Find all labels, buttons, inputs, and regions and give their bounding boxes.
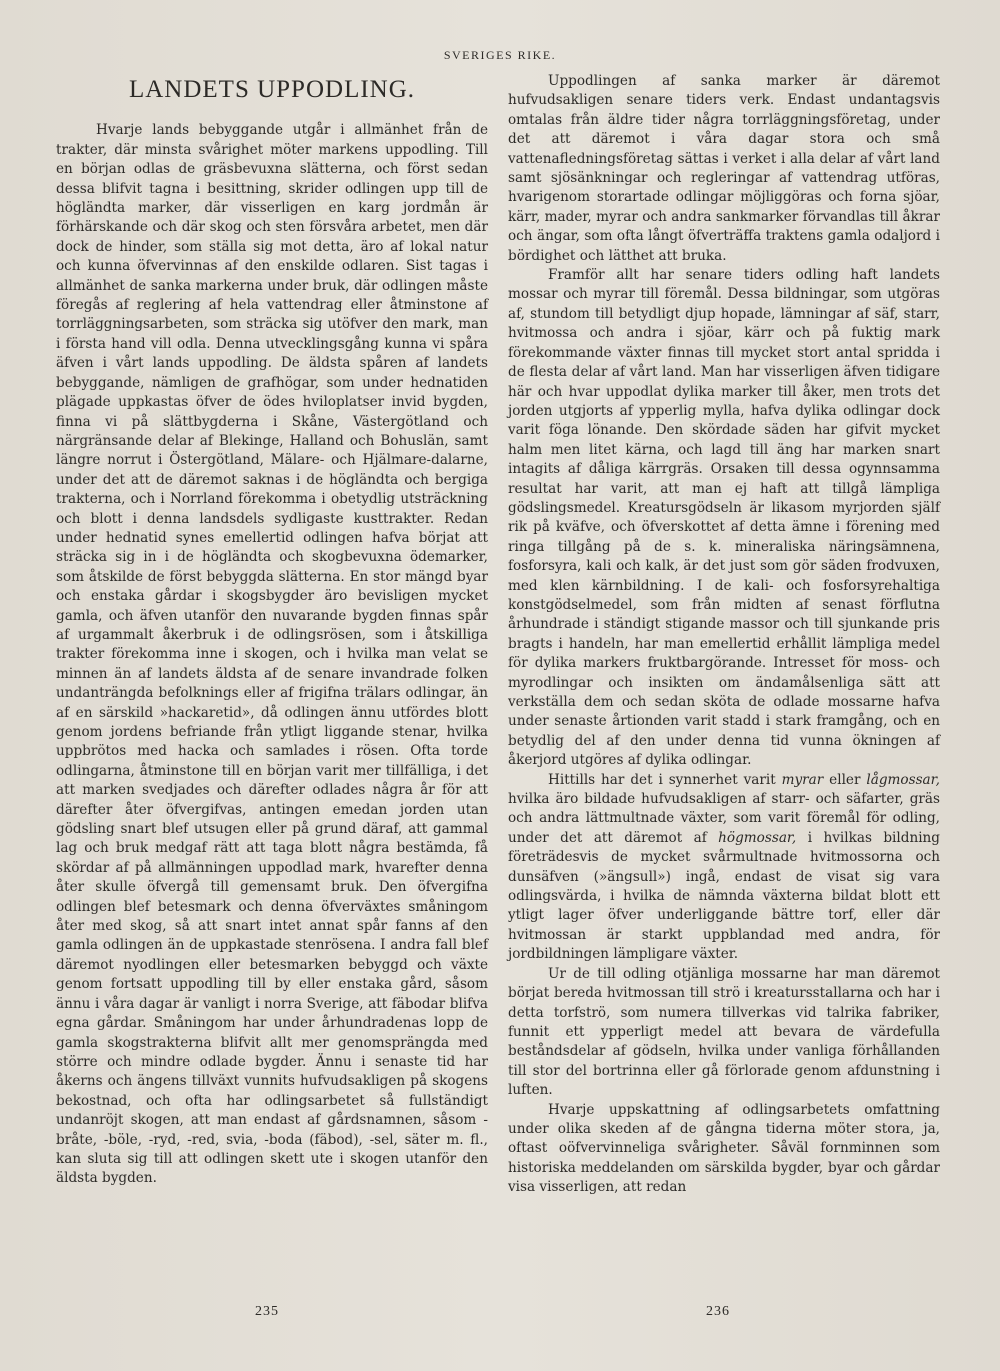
- paragraph: [508, 771, 940, 965]
- page-number-left: 235: [255, 1304, 279, 1319]
- text-span: eller: [823, 771, 867, 788]
- text-span: Hittills har det i synnerhet varit: [548, 771, 782, 788]
- italic-term: myrar: [781, 771, 824, 788]
- section-title: LANDETS UPPODLING.: [128, 76, 416, 103]
- paragraph: Hvarje uppskattning af odlingsarbetets omfattning under olika skeden af de gångna tiderna möter stora, ja, oftast oöfvervinneliga svårigheter. Såväl fornminnen som historiska meddelanden om särskilda bygder, byar och gårdar visa visserligen, att redan: [508, 1101, 940, 1196]
- right-column: [508, 72, 940, 1198]
- page-number-right: 236: [706, 1304, 730, 1319]
- paragraph: Uppodlingen af sanka marker är däremot hufvudsakligen senare tiders verk. Endast undantagsvis omtalas från äldre tider några torrläggningsföretag, under det att däremot i våra dagar stora och små vattenafledningsföretag sättas i verket i alla delar af vårt land samt sjösänkningar och regleringar af vattendrag utföras, hvarigenom storartade odlingar möjliggöras och forna sjöar, kärr, mader, myrar och andra sankmarker förvandlas till åkrar och ängar, som ofta långt öfverträffa traktens gamla odaljord i bördighet och lätthet att bruka.: [508, 73, 940, 264]
- italic-term: högmossar,: [718, 829, 797, 846]
- paragraph: Ur de till odling otjänliga mossarne har man däremot börjat bereda hvitmossan till strö i kreatursstallarna och har i detta torfströ, som numera tillverkas vid talrika fabriker, funnit ett ypperligt medel att bevara de värdefulla beståndsdelar af gödseln, hvilka under vanliga förhållanden till stor del bortrinna eller gå förlorade genom afdunstning i luften.: [508, 965, 940, 1099]
- running-header: SVERIGES RIKE.: [443, 48, 557, 62]
- italic-term: lågmossar,: [866, 771, 940, 788]
- left-column: [56, 72, 488, 1189]
- paragraph: Framför allt har senare tiders odling haft landets mossar och myrar till föremål. Dessa bildningar, som utgöras af, stundom till betydligt djup hopade, lämningar af säf, starr, hvitmossa och andra i sjöar, kärr och på fuktig mark förekommande växter finnas till mycket stort antal spridda i de flesta delar af vårt land. Man har visserligen äfven tidigare här och hvar uppodlat dylika marker till åker, men trots det jorden utgjorts af ypperlig mylla, hafva dylika odlingar dock varit föga lönande. Den skördade säden har gifvit mycket halm men litet kärna, och lagd till äng har marken snart intagits af dåliga kärrgräs. Orsaken till dessa ogynnsamma resultat har varit, att man ej haft att tillgå lämpliga gödslingsmedel. Kreatursgödseln är likasom myrjorden själf rik på kväfve, och öfverskottet af detta ämne i förening med ringa tillgång på de s. k. mineraliska näringsämnena, fosforsyra, kali och kalk, är det just som gör säden frodvuxen, med klen kärnbildning. I de kali- och fosforsyrehaltiga konstgödselmedel, som från midten af senast förflutna århundrade i ständigt stigande massor och till sjunkande pris bragts i handeln, har man emellertid erhållit lämpliga medel för dylika markers fruktbargörande. Intresset för moss- och myrodlingar och insikten om ändamålsenliga sätt att verkställa dem och sedan sköta de odlade mossarne hafva under senaste årtionden varit stadd i stark framgång, och en betydlig del af den under denna tid vunna ökningen af åkerjord utgöres af dylika odlingar.: [508, 267, 940, 769]
- text-span: i hvilkas bildning företrädesvis de mycket svårmultnade hvitmossorna och dunsäfven (»ängsull») ingå, endast de visat sig vara odlingsvärda, i hvilka de nämnda växterna bildat blott ett ytligt lager öfver underliggande bättre torf, eller där hvitmossan är starkt uppblandad med andra, för jordbildningen lämpligare växter.: [508, 829, 940, 963]
- text-span: hvilka äro bildade hufvudsakligen af starr- och säfarter, gräs och andra lättmultnade växter, som varit föremål för odling, under det att däremot af: [508, 791, 940, 846]
- paragraph: Hvarje lands bebyggande utgår i allmänhet från de trakter, där minsta svårighet möter markens uppodling. Till en början odlas de gräsbevuxna slätterna, och först sedan dessa blifvit tagna i besittning, skrider odlingen upp till de högländta marker, där visserligen en karg jordmån är förhärskande och där skog och sten försvåra arbetet, men där dock de hinder, som ställa sig mot detta, äro af lokal natur och kunna öfvervinnas af den enskilde odlaren. Sist tagas i allmänhet de sanka markerna under bruk, där odlingen måste föregås af reglering af hela vattendrag eller åtminstone af torrläggningsarbeten, som sträcka sig utöfver den mark, man i första hand vill odla. Denna utvecklingsgång kunna vi spåra äfven i vårt lands uppodling. De äldsta spåren af landets bebyggande, nämligen de grafhögar, som under hednatiden plägade uppkastas öfver de ödes hviloplatser invid bygden, finna vi på slättbygderna i Skåne, Västergötland och närgränsande delar af Blekinge, Halland och Bohuslän, samt längre norrut i Östergötland, Mälare- och Hjälmare-dalarne, under det att de däremot saknas i de högländta och bergiga trakterna, och i Norrland förekomma i obetydlig utsträckning och blott i denna landsdels sydligaste kusttrakter. Redan under hednatid synes emellertid odlingen hafva börjat att sträcka sig in i de högländta och skogbevuxna ödemarker, som åtskilde de först bebyggda slätterna. En stor mängd byar och enstaka gårdar i skogsbygder äro bevisligen mycket gamla, och äfven utanför den nuvarande bygden finnas spår af urgammalt åkerbruk i de odlingsrösen, som i åtskilliga trakter förekomma inne i skogen, och i hvilka man velat se minnen än af landets äldsta af de senare invandrade folken undanträngda befolknings eller af frigifna trälars odlingar, än af en särskild »hackaretid», då odlingen ännu utfördes blott genom jordens befriande från ytligt liggande stenar, hvilka uppbrötos med hacka och samlades i rösen. Ofta torde odlingarna, åtminstone till en början varit mer tillfälliga, i det att marken svedjades och därefter odlades några år för att därefter åter öfvergifvas, antingen emedan jorden utan gödsling snart blef utsugen eller på grund däraf, att gammal lag och bruk medgaf rätt att taga blott några bestämda, få skördar af på allmänningen uppodlad mark, hvarefter denna åter skulle öfvergå till gemensamt bruk. Den öfvergifna odlingen blef betesmark och denna öfverväxtes småningom åter med skog, så att snart intet annat spår fanns af den gamla odlingen än de uppkastade stenrösena. I andra fall blef däremot nyodlingen eller betesmarken bebyggd och växte genom fortsatt uppodling till by eller enstaka gård, såsom ännu i våra dagar är vanligt i norra Sverige, att fäbodar blifva egna gårdar. Småningom har under århundradenas lopp de gamla skogstrakterna blifvit allt mer genomsprängda med större och mindre odlade bygder. Ännu i senaste tid har åkerns och ängens tillväxt vunnits hufvudsakligen på skogens bekostnad, och ofta har odlingsarbetet så fullständigt undanröjt skogen, att man endast af gårdsnamnen, såsom -bråte, -böle, -ryd, -red, svia, -boda (fäbod), -sel, säter m. fl., kan sluta sig till att odlingen skett ute i skogen utanför den äldsta bygden.: [56, 122, 488, 1187]
